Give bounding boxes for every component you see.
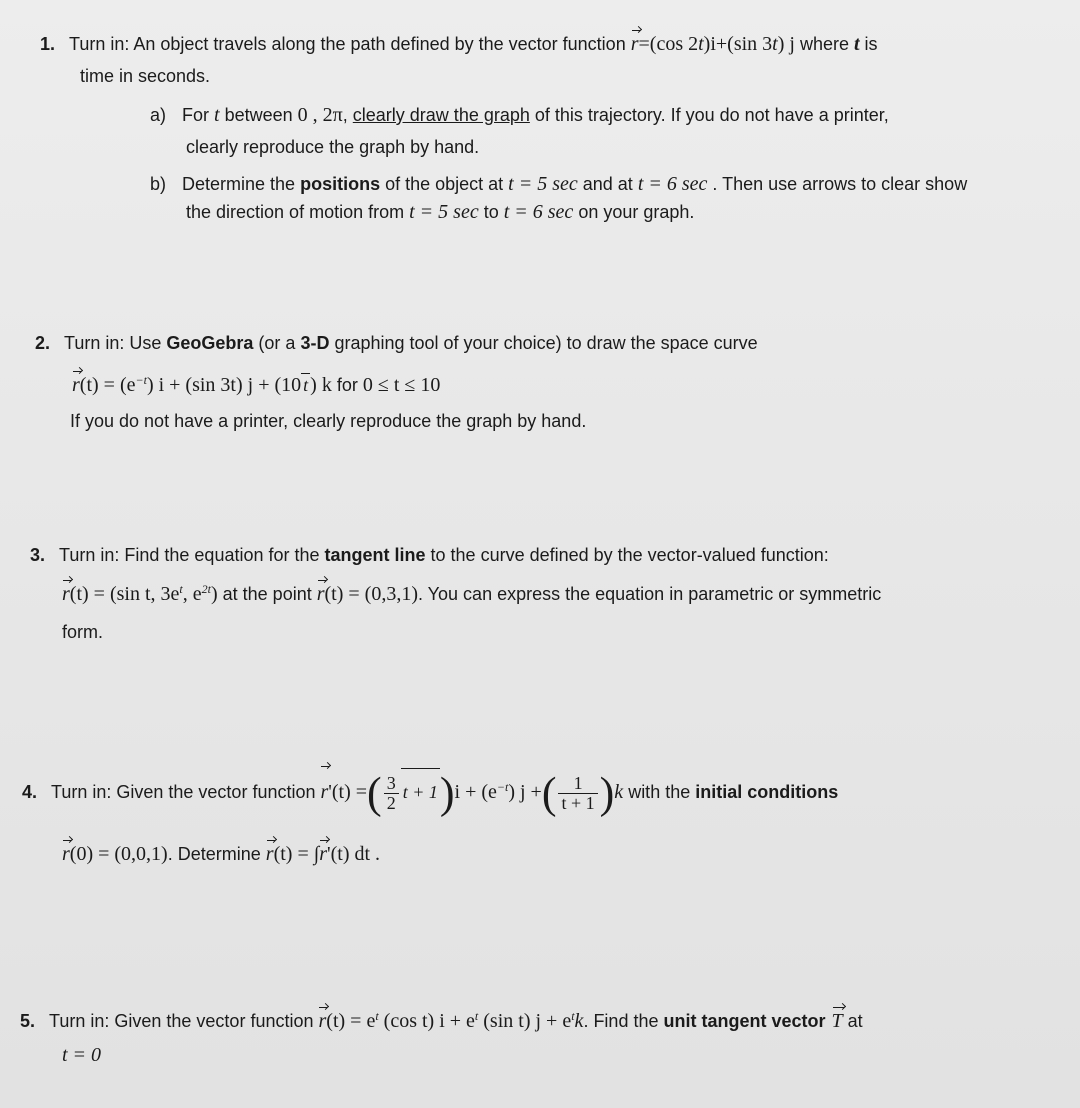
turn-in-label: Turn in: (51, 782, 112, 802)
question-2-line3: If you do not have a printer, clearly reproduce the graph by hand. (70, 411, 587, 431)
turn-in-label: Turn in: (69, 34, 130, 54)
question-5-line2: t = 0 (62, 1044, 102, 1066)
fraction: $\frac{1}{t + 1}$ (558, 774, 597, 813)
question-4-line2: r(0) = (0,0,1). Determine r(t) = ∫r'(t) dt . (62, 843, 381, 865)
question-1b-line2: the direction of motion from t = 5 sec to t = 6 sec on your graph. (186, 201, 695, 223)
question-1a: a) For t between 0 , 2π, clearly draw the graph of this trajectory. If you do not have a printer, (150, 104, 889, 126)
question-number: 5. (20, 1011, 36, 1031)
turn-in-label: Turn in: (64, 333, 125, 353)
question-3-line1: 3. Turn in: Find the equation for the tangent line to the curve defined by the vector-valued function: (30, 545, 829, 565)
turn-in-label: Turn in: (49, 1011, 110, 1031)
question-1b: b) Determine the positions of the object at t = 5 sec and at t = 6 sec . Then use arrows to clear show (150, 173, 968, 195)
question-number: 4. (22, 782, 38, 802)
question-number: 1. (40, 34, 56, 54)
question-5-line1: 5. Turn in: Given the vector function $r(t) = e^t$ (cos t) $i + e^t$ (sin t) $j + e^tk$. Find the unit tangent vector T at (20, 1009, 863, 1032)
question-4-line1: 4. Turn in: Given the vector function r'(t) =( $\frac{3}{2}$ $t + 1)i + (e^{-t})$ j +( $\frac{1}{t + 1}$ )k with the initial conditions (22, 768, 839, 818)
question-2-equation: $r(t) = (e^{-t}) i + (\sin$ 3t) j + (10 t ) k for 0 ≤ t ≤ 10 (72, 373, 441, 396)
question-1a-line2: clearly reproduce the graph by hand. (186, 137, 480, 157)
question-1-line2: time in seconds. (80, 66, 211, 86)
question-3-line2: r(t) = (sin t, $3e^t$, $e^{2t}$) at the point r(t) = (0,3,1). You can express the equation in parametric or symmetric (62, 582, 882, 605)
question-number: 3. (30, 545, 46, 565)
question-number: 2. (35, 333, 51, 353)
turn-in-label: Turn in: (59, 545, 120, 565)
fraction: $\frac{3}{2}$ (384, 774, 399, 813)
question-1-line1: 1. Turn in: An object travels along the path defined by the vector function r=(cos 2t)i+(sin 3t) j where t is (40, 33, 878, 55)
question-2-line1: 2. Turn in: Use GeoGebra (or a 3-D graphing tool of your choice) to draw the space curve (35, 333, 758, 353)
question-3-line3: form. (62, 622, 104, 642)
